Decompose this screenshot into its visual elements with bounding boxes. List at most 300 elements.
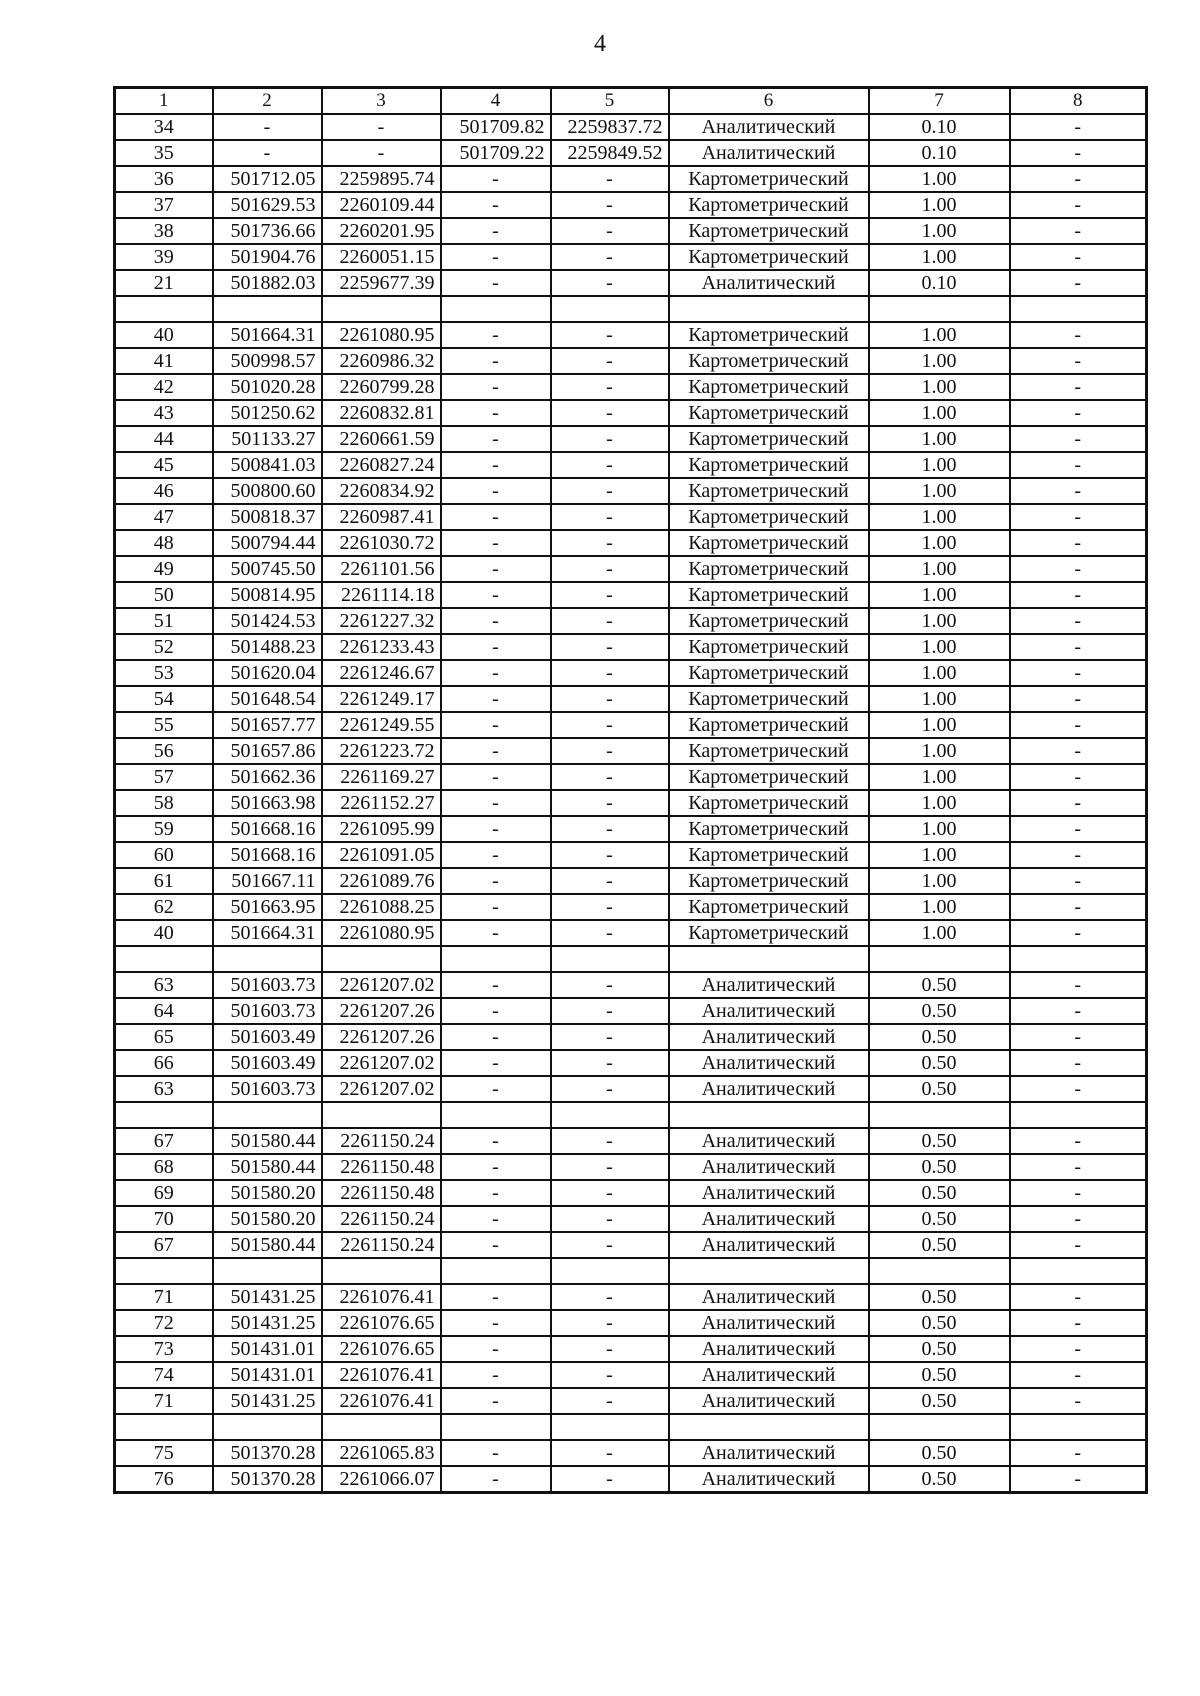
table-row [115, 1180, 1147, 1206]
precision-cell: 1.00 [869, 244, 1010, 270]
note-cell: - [1010, 1362, 1147, 1388]
x-coordinate-cell: 501133.27 [213, 426, 322, 452]
table-row [115, 244, 1147, 270]
y-coordinate-cell: 2261076.41 [322, 1362, 441, 1388]
note-cell: - [1010, 816, 1147, 842]
x-coordinate-alt-cell: - [441, 244, 551, 270]
x-coordinate-alt-cell: - [441, 426, 551, 452]
y-coordinate-alt-cell: - [551, 920, 669, 946]
header-cell: 5 [551, 88, 669, 115]
precision-cell: 1.00 [869, 842, 1010, 868]
x-coordinate-cell: 501603.73 [213, 1076, 322, 1102]
note-cell: - [1010, 348, 1147, 374]
y-coordinate-alt-cell: - [551, 1336, 669, 1362]
x-coordinate-alt-cell: - [441, 1154, 551, 1180]
y-coordinate-alt-cell: - [551, 686, 669, 712]
table-row [115, 218, 1147, 244]
x-coordinate-cell: 501370.28 [213, 1440, 322, 1466]
header-cell: 8 [1010, 88, 1147, 115]
x-coordinate-alt-cell: - [441, 322, 551, 348]
note-cell: - [1010, 764, 1147, 790]
precision-cell: 1.00 [869, 712, 1010, 738]
x-coordinate-cell: 501663.95 [213, 894, 322, 920]
precision-cell: 0.50 [869, 1388, 1010, 1414]
note-cell: - [1010, 660, 1147, 686]
table-row [115, 1466, 1147, 1493]
table-row [115, 296, 1147, 322]
x-coordinate-alt-cell: 501709.22 [441, 140, 551, 166]
x-coordinate-alt-cell: - [441, 998, 551, 1024]
point-number-cell: 55 [115, 712, 213, 738]
table-row [115, 1024, 1147, 1050]
point-number-cell: 38 [115, 218, 213, 244]
x-coordinate-cell: 501736.66 [213, 218, 322, 244]
precision-cell: 1.00 [869, 686, 1010, 712]
x-coordinate-alt-cell: - [441, 556, 551, 582]
method-cell: Аналитический [669, 1284, 869, 1310]
y-coordinate-alt-cell: - [551, 218, 669, 244]
method-cell: Картометрический [669, 244, 869, 270]
precision-cell: 0.50 [869, 1232, 1010, 1258]
method-cell: Картометрический [669, 400, 869, 426]
point-number-cell: 71 [115, 1388, 213, 1414]
note-cell: - [1010, 1284, 1147, 1310]
table-row [115, 166, 1147, 192]
y-coordinate-alt-cell: 2259837.72 [551, 114, 669, 140]
y-coordinate-cell: 2261207.26 [322, 1024, 441, 1050]
method-cell: Картометрический [669, 920, 869, 946]
y-coordinate-cell: 2261150.24 [322, 1206, 441, 1232]
y-coordinate-alt-cell: - [551, 608, 669, 634]
method-cell: Картометрический [669, 868, 869, 894]
x-coordinate-alt-cell: - [441, 686, 551, 712]
table-row [115, 790, 1147, 816]
method-cell: Картометрический [669, 166, 869, 192]
x-coordinate-alt-cell [441, 1102, 551, 1128]
table-row [115, 1310, 1147, 1336]
y-coordinate-cell: 2261223.72 [322, 738, 441, 764]
point-number-cell: 59 [115, 816, 213, 842]
method-cell: Картометрический [669, 660, 869, 686]
point-number-cell: 72 [115, 1310, 213, 1336]
y-coordinate-alt-cell: - [551, 1024, 669, 1050]
precision-cell: 1.00 [869, 894, 1010, 920]
note-cell: - [1010, 738, 1147, 764]
note-cell: - [1010, 608, 1147, 634]
point-number-cell: 53 [115, 660, 213, 686]
point-number-cell: 67 [115, 1232, 213, 1258]
point-number-cell: 75 [115, 1440, 213, 1466]
y-coordinate-alt-cell: - [551, 166, 669, 192]
y-coordinate-alt-cell: - [551, 1076, 669, 1102]
method-cell: Аналитический [669, 270, 869, 296]
precision-cell: 0.10 [869, 270, 1010, 296]
table-row [115, 738, 1147, 764]
y-coordinate-cell: 2260827.24 [322, 452, 441, 478]
note-cell: - [1010, 192, 1147, 218]
note-cell [1010, 296, 1147, 322]
y-coordinate-alt-cell: - [551, 400, 669, 426]
table-row [115, 816, 1147, 842]
precision-cell: 0.50 [869, 1284, 1010, 1310]
precision-cell: 0.50 [869, 1336, 1010, 1362]
method-cell: Аналитический [669, 972, 869, 998]
y-coordinate-alt-cell: - [551, 582, 669, 608]
x-coordinate-cell: 501663.98 [213, 790, 322, 816]
x-coordinate-alt-cell: - [441, 1076, 551, 1102]
y-coordinate-cell: 2260986.32 [322, 348, 441, 374]
point-number-cell: 66 [115, 1050, 213, 1076]
method-cell: Аналитический [669, 1310, 869, 1336]
method-cell: Аналитический [669, 1388, 869, 1414]
note-cell: - [1010, 270, 1147, 296]
table-row [115, 1154, 1147, 1180]
x-coordinate-cell: 501580.44 [213, 1232, 322, 1258]
table-row [115, 712, 1147, 738]
x-coordinate-alt-cell: - [441, 1284, 551, 1310]
y-coordinate-cell: 2260834.92 [322, 478, 441, 504]
x-coordinate-cell: 501648.54 [213, 686, 322, 712]
note-cell: - [1010, 1388, 1147, 1414]
precision-cell: 1.00 [869, 660, 1010, 686]
note-cell: - [1010, 1232, 1147, 1258]
y-coordinate-cell [322, 1102, 441, 1128]
method-cell [669, 946, 869, 972]
point-number-cell: 44 [115, 426, 213, 452]
precision-cell: 0.50 [869, 1466, 1010, 1493]
note-cell: - [1010, 686, 1147, 712]
point-number-cell [115, 1258, 213, 1284]
x-coordinate-cell [213, 296, 322, 322]
y-coordinate-cell: 2261088.25 [322, 894, 441, 920]
point-number-cell: 57 [115, 764, 213, 790]
x-coordinate-alt-cell: - [441, 1336, 551, 1362]
method-cell: Картометрический [669, 478, 869, 504]
precision-cell [869, 296, 1010, 322]
y-coordinate-alt-cell: - [551, 348, 669, 374]
note-cell: - [1010, 322, 1147, 348]
method-cell: Картометрический [669, 634, 869, 660]
x-coordinate-cell: 500800.60 [213, 478, 322, 504]
x-coordinate-cell: - [213, 114, 322, 140]
precision-cell: 1.00 [869, 218, 1010, 244]
table-row [115, 920, 1147, 946]
x-coordinate-alt-cell: - [441, 374, 551, 400]
header-cell: 1 [115, 88, 213, 115]
y-coordinate-cell: 2261246.67 [322, 660, 441, 686]
y-coordinate-cell: 2260661.59 [322, 426, 441, 452]
y-coordinate-alt-cell: - [551, 1362, 669, 1388]
point-number-cell: 62 [115, 894, 213, 920]
precision-cell: 0.50 [869, 1310, 1010, 1336]
x-coordinate-cell: 501488.23 [213, 634, 322, 660]
x-coordinate-cell: 500745.50 [213, 556, 322, 582]
y-coordinate-cell: 2261207.02 [322, 972, 441, 998]
point-number-cell: 39 [115, 244, 213, 270]
method-cell [669, 1258, 869, 1284]
point-number-cell: 21 [115, 270, 213, 296]
note-cell: - [1010, 1310, 1147, 1336]
y-coordinate-cell: 2261150.48 [322, 1154, 441, 1180]
y-coordinate-cell: 2261076.41 [322, 1284, 441, 1310]
method-cell: Картометрический [669, 712, 869, 738]
x-coordinate-alt-cell: - [441, 894, 551, 920]
method-cell: Аналитический [669, 1154, 869, 1180]
point-number-cell [115, 1414, 213, 1440]
point-number-cell: 60 [115, 842, 213, 868]
table-body [115, 88, 1147, 1493]
note-cell [1010, 1258, 1147, 1284]
point-number-cell: 51 [115, 608, 213, 634]
method-cell: Картометрический [669, 686, 869, 712]
x-coordinate-alt-cell: - [441, 166, 551, 192]
note-cell: - [1010, 634, 1147, 660]
y-coordinate-alt-cell: - [551, 1284, 669, 1310]
y-coordinate-cell: 2260109.44 [322, 192, 441, 218]
y-coordinate-cell: 2261065.83 [322, 1440, 441, 1466]
y-coordinate-cell: 2261091.05 [322, 842, 441, 868]
x-coordinate-alt-cell: - [441, 1466, 551, 1493]
x-coordinate-alt-cell: - [441, 530, 551, 556]
method-cell: Картометрический [669, 504, 869, 530]
point-number-cell: 52 [115, 634, 213, 660]
method-cell [669, 296, 869, 322]
precision-cell: 0.50 [869, 1024, 1010, 1050]
precision-cell: 1.00 [869, 738, 1010, 764]
precision-cell: 1.00 [869, 634, 1010, 660]
precision-cell: 1.00 [869, 322, 1010, 348]
table-row [115, 504, 1147, 530]
x-coordinate-cell: 501431.01 [213, 1336, 322, 1362]
method-cell: Аналитический [669, 1466, 869, 1493]
method-cell: Аналитический [669, 1232, 869, 1258]
note-cell: - [1010, 790, 1147, 816]
x-coordinate-alt-cell: - [441, 400, 551, 426]
page-number: 4 [594, 31, 606, 57]
x-coordinate-cell: - [213, 140, 322, 166]
x-coordinate-alt-cell: - [441, 1206, 551, 1232]
y-coordinate-cell: - [322, 114, 441, 140]
point-number-cell: 63 [115, 972, 213, 998]
y-coordinate-alt-cell: - [551, 530, 669, 556]
y-coordinate-alt-cell: - [551, 1232, 669, 1258]
point-number-cell: 58 [115, 790, 213, 816]
x-coordinate-cell [213, 1258, 322, 1284]
precision-cell: 0.10 [869, 114, 1010, 140]
point-number-cell: 41 [115, 348, 213, 374]
x-coordinate-cell: 501904.76 [213, 244, 322, 270]
x-coordinate-alt-cell: - [441, 348, 551, 374]
precision-cell: 0.50 [869, 1362, 1010, 1388]
y-coordinate-alt-cell: - [551, 322, 669, 348]
point-number-cell: 68 [115, 1154, 213, 1180]
table-row [115, 608, 1147, 634]
y-coordinate-cell: 2261150.48 [322, 1180, 441, 1206]
x-coordinate-cell: 501667.11 [213, 868, 322, 894]
table-row [115, 660, 1147, 686]
precision-cell: 1.00 [869, 348, 1010, 374]
point-number-cell: 70 [115, 1206, 213, 1232]
y-coordinate-alt-cell: - [551, 634, 669, 660]
x-coordinate-alt-cell: - [441, 816, 551, 842]
precision-cell [869, 1102, 1010, 1128]
x-coordinate-alt-cell: - [441, 738, 551, 764]
point-number-cell: 73 [115, 1336, 213, 1362]
y-coordinate-alt-cell: - [551, 712, 669, 738]
method-cell: Картометрический [669, 452, 869, 478]
method-cell: Картометрический [669, 218, 869, 244]
table-row [115, 1414, 1147, 1440]
table-row [115, 998, 1147, 1024]
y-coordinate-cell: 2260832.81 [322, 400, 441, 426]
table-row [115, 140, 1147, 166]
x-coordinate-alt-cell: - [441, 452, 551, 478]
x-coordinate-alt-cell: - [441, 920, 551, 946]
y-coordinate-alt-cell: - [551, 1050, 669, 1076]
method-cell: Аналитический [669, 1180, 869, 1206]
method-cell: Картометрический [669, 738, 869, 764]
x-coordinate-cell: 501882.03 [213, 270, 322, 296]
y-coordinate-cell: 2260987.41 [322, 504, 441, 530]
y-coordinate-alt-cell: - [551, 1128, 669, 1154]
method-cell: Аналитический [669, 1050, 869, 1076]
y-coordinate-alt-cell: - [551, 244, 669, 270]
method-cell: Картометрический [669, 582, 869, 608]
y-coordinate-alt-cell: - [551, 998, 669, 1024]
method-cell: Аналитический [669, 1440, 869, 1466]
y-coordinate-alt-cell: - [551, 504, 669, 530]
x-coordinate-alt-cell: - [441, 1310, 551, 1336]
precision-cell: 0.50 [869, 1180, 1010, 1206]
x-coordinate-cell: 501431.25 [213, 1388, 322, 1414]
y-coordinate-alt-cell: 2259849.52 [551, 140, 669, 166]
x-coordinate-cell: 501020.28 [213, 374, 322, 400]
x-coordinate-alt-cell: - [441, 1128, 551, 1154]
point-number-cell: 76 [115, 1466, 213, 1493]
x-coordinate-alt-cell: 501709.82 [441, 114, 551, 140]
precision-cell: 1.00 [869, 374, 1010, 400]
y-coordinate-alt-cell [551, 296, 669, 322]
point-number-cell: 49 [115, 556, 213, 582]
note-cell: - [1010, 1050, 1147, 1076]
note-cell: - [1010, 1128, 1147, 1154]
precision-cell: 1.00 [869, 816, 1010, 842]
y-coordinate-alt-cell [551, 946, 669, 972]
table-row [115, 114, 1147, 140]
method-cell: Аналитический [669, 1024, 869, 1050]
point-number-cell: 61 [115, 868, 213, 894]
note-cell: - [1010, 530, 1147, 556]
table-row [115, 946, 1147, 972]
precision-cell [869, 1414, 1010, 1440]
note-cell: - [1010, 218, 1147, 244]
table-row [115, 1102, 1147, 1128]
y-coordinate-cell: 2261207.26 [322, 998, 441, 1024]
method-cell: Картометрический [669, 192, 869, 218]
y-coordinate-alt-cell: - [551, 972, 669, 998]
x-coordinate-alt-cell: - [441, 764, 551, 790]
note-cell: - [1010, 920, 1147, 946]
table-row [115, 1128, 1147, 1154]
x-coordinate-cell: 501580.20 [213, 1180, 322, 1206]
x-coordinate-cell: 501664.31 [213, 322, 322, 348]
y-coordinate-cell: 2261076.65 [322, 1336, 441, 1362]
x-coordinate-alt-cell: - [441, 478, 551, 504]
table-row [115, 1076, 1147, 1102]
y-coordinate-cell: 2261080.95 [322, 322, 441, 348]
table-row [115, 270, 1147, 296]
table-row [115, 582, 1147, 608]
header-cell: 6 [669, 88, 869, 115]
note-cell: - [1010, 114, 1147, 140]
note-cell: - [1010, 1466, 1147, 1493]
coordinates-table [113, 86, 1148, 1494]
y-coordinate-cell: 2261249.17 [322, 686, 441, 712]
point-number-cell: 64 [115, 998, 213, 1024]
y-coordinate-cell: 2261169.27 [322, 764, 441, 790]
y-coordinate-alt-cell: - [551, 270, 669, 296]
note-cell: - [1010, 972, 1147, 998]
y-coordinate-cell: 2261089.76 [322, 868, 441, 894]
x-coordinate-cell: 501431.25 [213, 1310, 322, 1336]
x-coordinate-alt-cell: - [441, 270, 551, 296]
note-cell: - [1010, 452, 1147, 478]
precision-cell: 1.00 [869, 400, 1010, 426]
point-number-cell: 35 [115, 140, 213, 166]
precision-cell [869, 1258, 1010, 1284]
y-coordinate-alt-cell [551, 1414, 669, 1440]
method-cell [669, 1102, 869, 1128]
note-cell: - [1010, 1440, 1147, 1466]
x-coordinate-alt-cell: - [441, 504, 551, 530]
note-cell: - [1010, 868, 1147, 894]
y-coordinate-cell: 2261030.72 [322, 530, 441, 556]
x-coordinate-cell [213, 1414, 322, 1440]
point-number-cell [115, 946, 213, 972]
method-cell: Картометрический [669, 426, 869, 452]
method-cell: Картометрический [669, 374, 869, 400]
x-coordinate-cell: 501603.73 [213, 998, 322, 1024]
x-coordinate-cell: 501657.86 [213, 738, 322, 764]
precision-cell: 0.50 [869, 1128, 1010, 1154]
point-number-cell: 46 [115, 478, 213, 504]
precision-cell: 0.50 [869, 1076, 1010, 1102]
point-number-cell: 36 [115, 166, 213, 192]
table-row [115, 764, 1147, 790]
precision-cell: 0.50 [869, 1154, 1010, 1180]
x-coordinate-alt-cell: - [441, 1050, 551, 1076]
x-coordinate-cell: 501668.16 [213, 816, 322, 842]
x-coordinate-alt-cell: - [441, 608, 551, 634]
y-coordinate-alt-cell: - [551, 426, 669, 452]
point-number-cell: 74 [115, 1362, 213, 1388]
x-coordinate-cell: 500841.03 [213, 452, 322, 478]
note-cell: - [1010, 374, 1147, 400]
precision-cell: 1.00 [869, 790, 1010, 816]
point-number-cell: 43 [115, 400, 213, 426]
table-row [115, 1388, 1147, 1414]
precision-cell: 1.00 [869, 608, 1010, 634]
y-coordinate-alt-cell: - [551, 1466, 669, 1493]
y-coordinate-cell: 2261066.07 [322, 1466, 441, 1493]
method-cell: Картометрический [669, 556, 869, 582]
note-cell: - [1010, 244, 1147, 270]
precision-cell: 1.00 [869, 868, 1010, 894]
table-row [115, 530, 1147, 556]
x-coordinate-alt-cell: - [441, 972, 551, 998]
header-cell: 7 [869, 88, 1010, 115]
precision-cell: 0.50 [869, 972, 1010, 998]
